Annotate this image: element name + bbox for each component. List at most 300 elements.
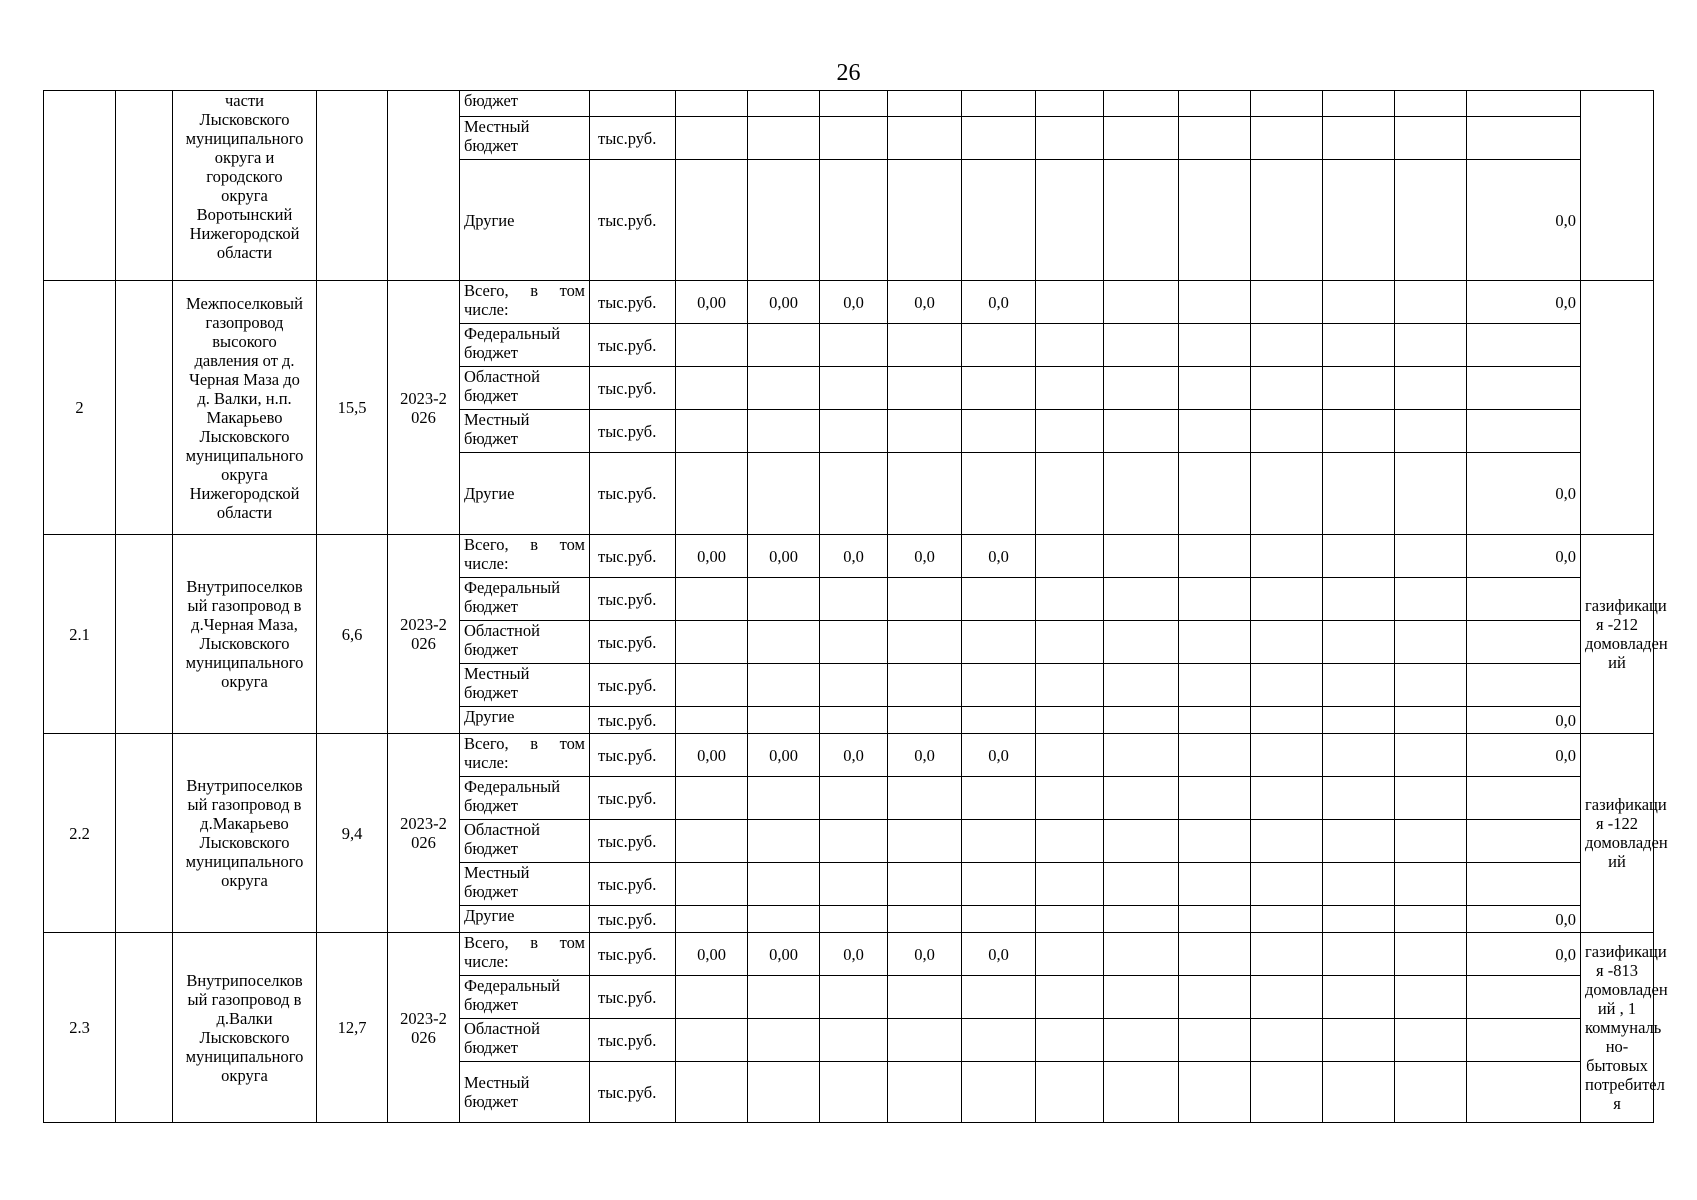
empty-value-cell <box>1104 410 1179 453</box>
value-cell <box>748 820 820 863</box>
value-cell <box>676 863 748 906</box>
text-line: я -122 <box>1596 814 1638 833</box>
expected-result <box>1581 281 1654 535</box>
total-cell <box>1467 1062 1581 1123</box>
implementation-period <box>388 734 460 933</box>
value-cell <box>962 578 1036 621</box>
value-cell <box>962 976 1036 1019</box>
value-cell: 0,0 <box>820 281 888 324</box>
value-cell <box>676 160 748 281</box>
value-cell: 0,0 <box>888 734 962 777</box>
total-cell <box>1467 410 1581 453</box>
empty-cell <box>116 933 173 1123</box>
empty-value-cell <box>1104 453 1179 535</box>
value-cell <box>676 578 748 621</box>
value-cell <box>962 1019 1036 1062</box>
value-cell <box>748 367 820 410</box>
empty-value-cell <box>1036 777 1104 820</box>
value-cell <box>748 976 820 1019</box>
value-cell <box>820 906 888 933</box>
empty-value-cell <box>1104 1019 1179 1062</box>
value-cell <box>820 1062 888 1123</box>
empty-value-cell <box>1395 976 1467 1019</box>
value-cell <box>820 863 888 906</box>
empty-value-cell <box>1251 777 1323 820</box>
value-cell <box>962 324 1036 367</box>
text-line: Федеральный <box>464 578 561 597</box>
value-cell <box>888 160 962 281</box>
text-line: Всего, в том <box>464 281 585 300</box>
value-cell <box>676 117 748 160</box>
total-cell <box>1467 777 1581 820</box>
value-cell: 0,0 <box>820 535 888 578</box>
funding-source <box>460 1062 590 1123</box>
empty-value-cell <box>1036 324 1104 367</box>
empty-value-cell <box>1251 281 1323 324</box>
empty-value-cell <box>1179 664 1251 707</box>
text-line: округа <box>221 186 268 205</box>
value-cell: 0,0 <box>962 933 1036 976</box>
empty-value-cell <box>1395 367 1467 410</box>
table-row <box>44 281 1654 324</box>
page-number: 26 <box>836 60 861 86</box>
value-cell <box>820 367 888 410</box>
empty-value-cell <box>1036 734 1104 777</box>
value-cell <box>676 906 748 933</box>
empty-value-cell <box>1104 324 1179 367</box>
value-cell <box>676 1019 748 1062</box>
empty-cell <box>116 734 173 933</box>
value-cell <box>748 906 820 933</box>
empty-value-cell <box>1104 664 1179 707</box>
text-line: Другие <box>464 906 515 925</box>
text-line: области <box>216 502 273 522</box>
value-cell <box>676 91 748 117</box>
value-cell: 0,00 <box>676 933 748 976</box>
value-cell <box>962 664 1036 707</box>
total-cell: 0,0 <box>1467 281 1581 324</box>
object-length: 12,7 <box>317 933 388 1123</box>
units-cell: тыс.руб. <box>590 734 676 777</box>
text-line: Всего, в том <box>464 933 585 952</box>
value-cell <box>820 664 888 707</box>
value-cell <box>820 621 888 664</box>
funding-source <box>460 777 590 820</box>
value-cell <box>888 1019 962 1062</box>
value-cell <box>676 621 748 664</box>
units-cell: тыс.руб. <box>590 933 676 976</box>
value-cell <box>888 410 962 453</box>
value-cell <box>676 820 748 863</box>
expected-result <box>1581 535 1668 734</box>
empty-cell <box>116 91 173 281</box>
value-cell <box>888 820 962 863</box>
value-cell <box>962 820 1036 863</box>
empty-value-cell <box>1323 906 1395 933</box>
empty-value-cell <box>1395 933 1467 976</box>
text-line: д. Валки, н.п. <box>197 388 292 408</box>
empty-value-cell <box>1179 1019 1251 1062</box>
value-cell <box>748 621 820 664</box>
empty-value-cell <box>1323 578 1395 621</box>
text-line: газификаци <box>1585 942 1667 961</box>
empty-value-cell <box>1179 535 1251 578</box>
total-cell <box>1467 367 1581 410</box>
text-line: газификаци <box>1585 596 1667 615</box>
text-line: Областной <box>464 820 540 839</box>
object-length: 6,6 <box>317 535 388 734</box>
funding-source <box>460 734 590 777</box>
empty-value-cell <box>1323 621 1395 664</box>
units-cell: тыс.руб. <box>590 863 676 906</box>
empty-value-cell <box>1104 777 1179 820</box>
text-line: Областной <box>464 1019 540 1038</box>
empty-value-cell <box>1323 1062 1395 1123</box>
empty-value-cell <box>1251 578 1323 621</box>
value-cell <box>676 324 748 367</box>
empty-value-cell <box>1395 664 1467 707</box>
text-line: Другие <box>464 484 515 503</box>
value-cell <box>676 1062 748 1123</box>
empty-value-cell <box>1104 906 1179 933</box>
total-cell <box>1467 863 1581 906</box>
value-cell <box>962 160 1036 281</box>
text-line: Местный <box>464 863 530 882</box>
object-length <box>317 91 388 281</box>
funding-source <box>460 664 590 707</box>
funding-source <box>460 933 590 976</box>
period-text: 2023-2026 <box>400 814 447 852</box>
units-cell: тыс.руб. <box>590 1062 676 1123</box>
text-line: муниципального <box>185 129 304 148</box>
empty-value-cell <box>1179 777 1251 820</box>
empty-value-cell <box>1395 578 1467 621</box>
financing-table <box>43 90 1668 1123</box>
value-cell <box>888 976 962 1019</box>
value-cell <box>888 1062 962 1123</box>
text-line: бюджет <box>464 640 518 659</box>
text-line: давления от д. <box>194 350 295 370</box>
text-line: потребител <box>1585 1075 1665 1094</box>
funding-source <box>460 863 590 906</box>
text-line: бюджет <box>464 1038 518 1057</box>
text-line: Внутрипоселков <box>186 776 303 795</box>
text-line: бюджет <box>464 343 518 362</box>
funding-source <box>460 117 590 160</box>
empty-value-cell <box>1323 117 1395 160</box>
funding-source <box>460 621 590 664</box>
empty-value-cell <box>1036 410 1104 453</box>
empty-value-cell <box>1104 117 1179 160</box>
value-cell <box>820 777 888 820</box>
funding-source <box>460 453 590 535</box>
total-cell: 0,0 <box>1467 453 1581 535</box>
value-cell <box>748 1019 820 1062</box>
text-line: бюджет <box>464 839 518 858</box>
value-cell <box>748 578 820 621</box>
row-number: 2.2 <box>44 734 116 933</box>
funding-source <box>460 324 590 367</box>
text-line: но- <box>1605 1037 1629 1056</box>
empty-value-cell <box>1036 1019 1104 1062</box>
empty-value-cell <box>1104 1062 1179 1123</box>
implementation-period <box>388 91 460 281</box>
empty-value-cell <box>1395 1062 1467 1123</box>
empty-value-cell <box>1251 1019 1323 1062</box>
empty-value-cell <box>1323 367 1395 410</box>
value-cell: 0,0 <box>820 933 888 976</box>
empty-value-cell <box>1179 453 1251 535</box>
text-line: бюджет <box>464 1092 518 1111</box>
text-line: Лысковского <box>199 634 290 653</box>
value-cell <box>676 777 748 820</box>
text-line: Воротынский <box>196 205 293 224</box>
text-line: я -212 <box>1596 615 1638 634</box>
table-row <box>44 91 1654 117</box>
value-cell: 0,0 <box>820 734 888 777</box>
value-cell <box>962 91 1036 117</box>
text-line: домовладен <box>1585 634 1668 653</box>
empty-value-cell <box>1323 160 1395 281</box>
text-line: Внутрипоселков <box>186 577 303 596</box>
empty-value-cell <box>1323 777 1395 820</box>
units-cell: тыс.руб. <box>590 621 676 664</box>
value-cell <box>820 160 888 281</box>
empty-value-cell <box>1104 91 1179 117</box>
empty-value-cell <box>1251 453 1323 535</box>
empty-value-cell <box>1251 707 1323 734</box>
text-line: Местный <box>464 410 530 429</box>
value-cell <box>748 664 820 707</box>
text-line: округа <box>221 1065 268 1085</box>
implementation-period <box>388 933 460 1123</box>
empty-value-cell <box>1251 933 1323 976</box>
value-cell <box>888 117 962 160</box>
text-line: домовладен <box>1585 833 1668 852</box>
total-cell: 0,0 <box>1467 734 1581 777</box>
empty-value-cell <box>1395 621 1467 664</box>
empty-value-cell <box>1395 734 1467 777</box>
value-cell <box>888 906 962 933</box>
value-cell <box>676 453 748 535</box>
total-cell <box>1467 324 1581 367</box>
text-line: Всего, в том <box>464 535 585 554</box>
text-line: Федеральный <box>464 777 561 796</box>
empty-value-cell <box>1395 160 1467 281</box>
empty-value-cell <box>1251 1062 1323 1123</box>
text-line: Внутрипоселков <box>186 970 303 990</box>
empty-value-cell <box>1104 160 1179 281</box>
value-cell <box>748 1062 820 1123</box>
value-cell: 0,00 <box>748 535 820 578</box>
empty-value-cell <box>1036 664 1104 707</box>
units-cell: тыс.руб. <box>590 777 676 820</box>
text-line: ый газопровод в <box>187 989 302 1009</box>
empty-value-cell <box>1323 410 1395 453</box>
value-cell <box>962 906 1036 933</box>
object-name <box>173 734 317 933</box>
empty-value-cell <box>1251 160 1323 281</box>
text-line: Областной <box>464 621 540 640</box>
value-cell: 0,00 <box>676 281 748 324</box>
value-cell: 0,00 <box>676 734 748 777</box>
empty-value-cell <box>1036 453 1104 535</box>
value-cell <box>962 707 1036 734</box>
text-line: Всего, в том <box>464 734 585 753</box>
text-line: Другие <box>464 210 515 230</box>
empty-cell <box>116 535 173 734</box>
text-line: части <box>225 91 264 110</box>
object-name <box>173 281 317 535</box>
text-line: бюджет <box>464 429 518 448</box>
total-cell <box>1467 976 1581 1019</box>
empty-value-cell <box>1104 367 1179 410</box>
value-cell <box>820 707 888 734</box>
value-cell <box>748 91 820 117</box>
empty-value-cell <box>1036 91 1104 117</box>
units-cell: тыс.руб. <box>590 160 676 281</box>
text-line: муниципального <box>185 1046 304 1066</box>
funding-source <box>460 707 590 734</box>
value-cell <box>888 453 962 535</box>
empty-value-cell <box>1104 578 1179 621</box>
text-line: домовладен <box>1585 980 1668 999</box>
table-row <box>44 933 1654 976</box>
value-cell: 0,00 <box>676 535 748 578</box>
value-cell <box>820 117 888 160</box>
empty-value-cell <box>1036 906 1104 933</box>
text-line: Местный <box>464 117 530 136</box>
empty-value-cell <box>1179 621 1251 664</box>
text-line: Другие <box>464 707 515 726</box>
units-cell: тыс.руб. <box>590 906 676 933</box>
total-cell <box>1467 1019 1581 1062</box>
text-line: ий <box>1608 653 1626 672</box>
empty-value-cell <box>1323 453 1395 535</box>
text-line: муниципального <box>185 852 304 871</box>
value-cell <box>748 777 820 820</box>
object-length: 9,4 <box>317 734 388 933</box>
text-line: бюджет <box>464 386 518 405</box>
text-line: бюджет <box>464 995 518 1014</box>
total-cell: 0,0 <box>1467 535 1581 578</box>
value-cell <box>748 453 820 535</box>
text-line: числе: <box>464 300 509 319</box>
value-cell <box>888 91 962 117</box>
value-cell <box>888 863 962 906</box>
empty-value-cell <box>1323 1019 1395 1062</box>
units-cell: тыс.руб. <box>590 453 676 535</box>
value-cell <box>748 707 820 734</box>
value-cell: 0,00 <box>748 734 820 777</box>
empty-value-cell <box>1036 160 1104 281</box>
empty-value-cell <box>1104 621 1179 664</box>
text-line: д.Макарьево <box>200 814 289 833</box>
value-cell <box>820 324 888 367</box>
value-cell <box>962 1062 1036 1123</box>
empty-value-cell <box>1036 976 1104 1019</box>
value-cell <box>676 976 748 1019</box>
value-cell <box>888 621 962 664</box>
text-line: д.Черная Маза, <box>191 615 298 634</box>
text-line: д.Валки <box>216 1008 273 1028</box>
empty-value-cell <box>1104 734 1179 777</box>
value-cell <box>676 707 748 734</box>
value-cell <box>820 976 888 1019</box>
empty-value-cell <box>1179 976 1251 1019</box>
empty-value-cell <box>1323 707 1395 734</box>
value-cell <box>962 777 1036 820</box>
empty-value-cell <box>1036 863 1104 906</box>
empty-value-cell <box>1036 707 1104 734</box>
text-line: муниципального <box>185 653 304 672</box>
object-length: 15,5 <box>317 281 388 535</box>
text-line: бюджет <box>464 796 518 815</box>
empty-value-cell <box>1251 324 1323 367</box>
text-line: Федеральный <box>464 976 561 995</box>
empty-value-cell <box>1179 1062 1251 1123</box>
text-line: Лысковского <box>199 1027 290 1047</box>
text-line: округа <box>221 871 268 890</box>
text-line: муниципального <box>185 445 304 465</box>
text-line: области <box>216 243 273 262</box>
empty-value-cell <box>1323 933 1395 976</box>
period-text: 2023-2026 <box>400 1008 447 1047</box>
units-cell: тыс.руб. <box>590 707 676 734</box>
empty-value-cell <box>1036 578 1104 621</box>
funding-source <box>460 160 590 281</box>
empty-value-cell <box>1179 734 1251 777</box>
empty-value-cell <box>1179 367 1251 410</box>
funding-source <box>460 281 590 324</box>
empty-value-cell <box>1179 410 1251 453</box>
value-cell <box>962 410 1036 453</box>
value-cell <box>748 117 820 160</box>
empty-value-cell <box>1395 410 1467 453</box>
empty-value-cell <box>1036 820 1104 863</box>
empty-value-cell <box>1179 281 1251 324</box>
text-line: ий <box>1608 852 1626 871</box>
text-line: ый газопровод в <box>187 596 302 615</box>
value-cell <box>888 324 962 367</box>
empty-value-cell <box>1251 535 1323 578</box>
table-row <box>44 535 1654 578</box>
empty-value-cell <box>1104 863 1179 906</box>
implementation-period <box>388 535 460 734</box>
text-line: Лысковского <box>199 110 290 129</box>
text-line: Областной <box>464 367 540 386</box>
empty-value-cell <box>1395 117 1467 160</box>
text-line: бюджет <box>464 683 518 702</box>
empty-value-cell <box>1036 621 1104 664</box>
total-cell: 0,0 <box>1467 160 1581 281</box>
value-cell: 0,0 <box>888 281 962 324</box>
funding-source <box>460 535 590 578</box>
row-number: 2.3 <box>44 933 116 1123</box>
value-cell <box>676 410 748 453</box>
units-cell: тыс.руб. <box>590 324 676 367</box>
text-line: Лысковского <box>199 426 290 446</box>
period-text: 2023-2026 <box>400 615 447 653</box>
expected-result <box>1581 734 1668 933</box>
empty-value-cell <box>1036 535 1104 578</box>
funding-source <box>460 367 590 410</box>
value-cell <box>748 863 820 906</box>
value-cell <box>962 453 1036 535</box>
value-cell <box>820 91 888 117</box>
empty-value-cell <box>1179 707 1251 734</box>
text-line: числе: <box>464 952 509 971</box>
